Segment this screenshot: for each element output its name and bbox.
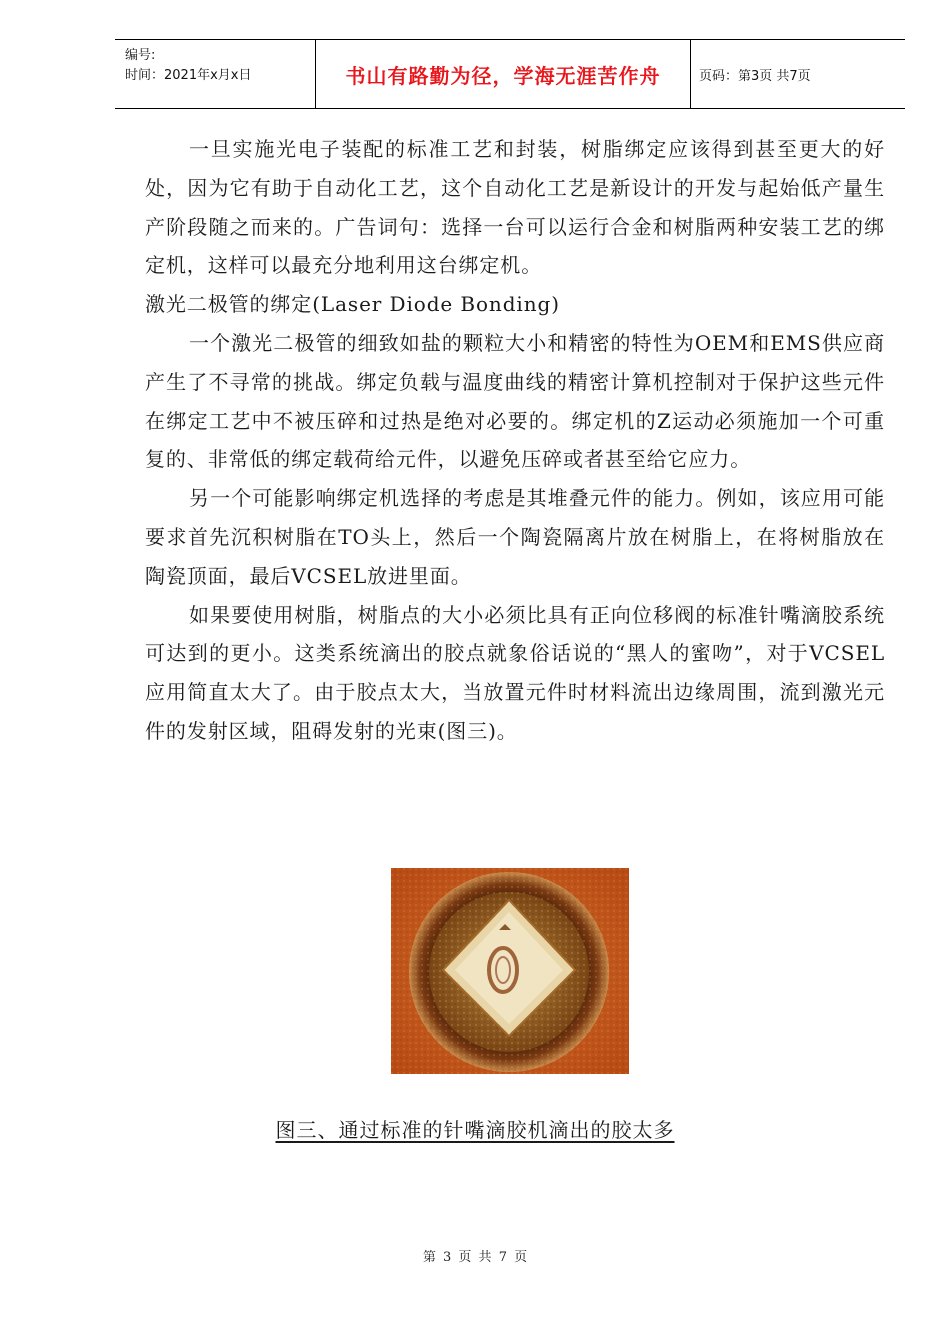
- figure-caption-text: 图三、通过标准的针嘴滴胶机滴出的胶太多: [275, 1118, 675, 1142]
- paragraph-1: 一旦实施光电子装配的标准工艺和封装，树脂绑定应该得到甚至更大的好处，因为它有助于自动化工艺，这个自动化工艺是新设计的开发与起始低产量生产阶段随之而来的。广告词句：选择一台可以运行合金和树脂两种安装工艺的绑定机，这样可以最充分地利用这台绑定机。: [145, 137, 885, 278]
- body-text: [145, 130, 885, 751]
- section-heading: 激光二极管的绑定(Laser Diode Bonding): [145, 292, 560, 317]
- page-header: [115, 39, 905, 109]
- serial-label: 编号:: [125, 48, 156, 63]
- figure-caption: [0, 1114, 950, 1143]
- header-meta: [115, 40, 316, 108]
- paragraph-2: 一个激光二极管的细致如盐的颗粒大小和精密的特性为OEM和EMS供应商产生了不寻常的挑战。绑定负载与温度曲线的精密计算机控制对于保护这些元件在绑定工艺中不被压碎和过热是绝对必要的。绑定机的Z运动必须施加一个可重复的、非常低的绑定载荷给元件，以避免压碎或者甚至给它应力。: [145, 330, 885, 472]
- vcsel-glue-photo: [391, 868, 629, 1074]
- header-page-label: 页码：第3页 共7页: [699, 68, 811, 84]
- motto: 书山有路勤为径，学海无涯苦作舟: [316, 40, 691, 108]
- paragraph-4: 如果要使用树脂，树脂点的大小必须比具有正向位移阀的标准针嘴滴胶系统可达到的更小。这类系统滴出的胶点就象俗话说的“黑人的蜜吻”，对于VCSEL应用简直太大了。由于胶点太大，当放置元件时材料流出边缘周围，流到激光元件的发射区域，阻碍发射的光束(图三)。: [145, 602, 885, 743]
- paragraph-3: 另一个可能影响绑定机选择的考虑是其堆叠元件的能力。例如，该应用可能要求首先沉积树脂在TO头上，然后一个陶瓷隔离片放在树脂上，在将树脂放在陶瓷顶面，最后VCSEL放进里面。: [145, 486, 885, 588]
- time-label: 时间：2021年x月x日: [125, 68, 252, 83]
- page-footer: 第 3 页 共 7 页: [422, 1250, 528, 1265]
- figure-photo: [391, 868, 629, 1074]
